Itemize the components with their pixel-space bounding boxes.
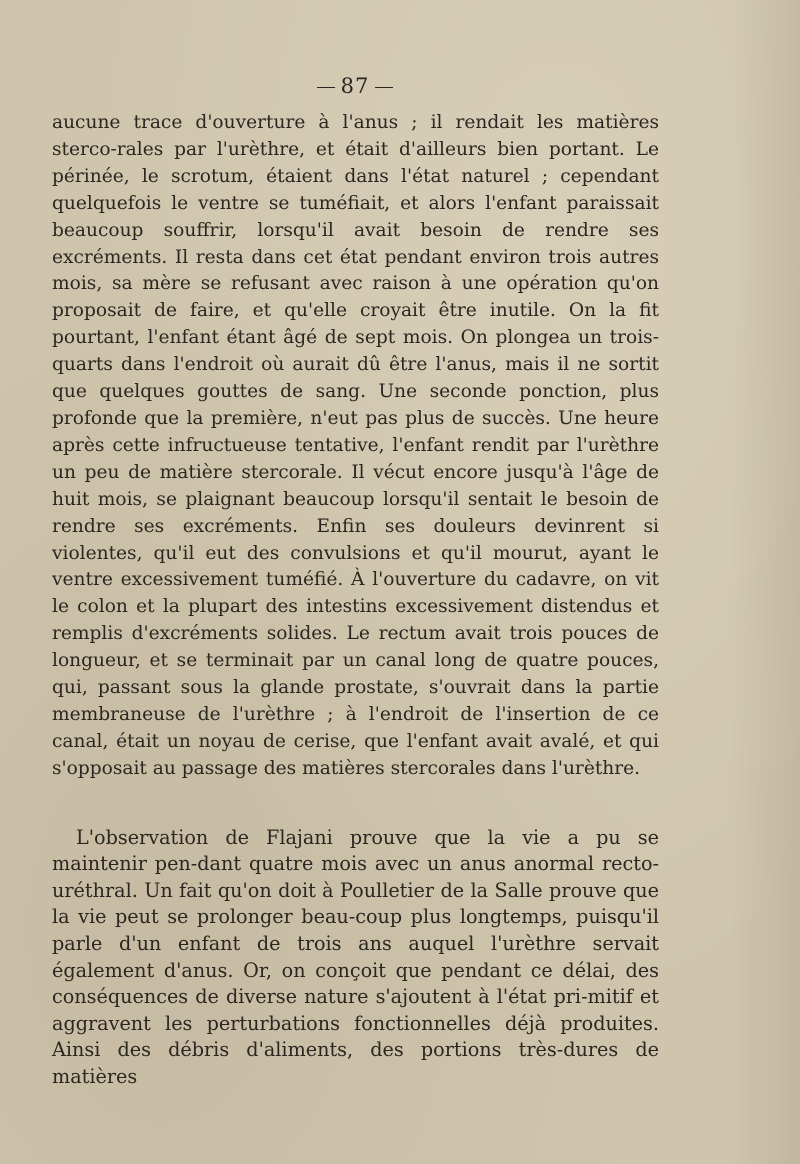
body-text (52, 110, 659, 1091)
page-edge-shadow (730, 0, 800, 1164)
page-number: 87 (340, 74, 370, 98)
page-number-header (0, 74, 710, 98)
left-dash (317, 87, 335, 89)
paragraph: L'observation de Flajani prouve que la vie a pu se maintenir pen-dant quatre mois avec un anus anormal recto-uréthral. Un fait qu'on doit à Poulletier de la Salle prouve que la vie peut se prolonger beau-coup plus longtemps, puisqu'il parle d'un enfant de trois ans auquel l'urèthre servait également d'anus. Or, on conçoit que pendant ce délai, des conséquences de diverse nature s'ajoutent à l'état pri-mitif et aggravent les perturbations fonctionnelles déjà produites. Ainsi des débris d'aliments, des portions très-dures de matières (52, 825, 659, 1088)
paragraph: aucune trace d'ouverture à l'anus ; il rendait les matières sterco-rales par l'urèthre, et était d'ailleurs bien portant. Le périnée, le scrotum, étaient dans l'état naturel ; cependant quelquefois le ventre se tuméfiait, et alors l'enfant paraissait beaucoup souffrir, lorsqu'il avait besoin de rendre ses excréments. Il resta dans cet état pendant environ trois autres mois, sa mère se refusant avec raison à une opération qu'on proposait de faire, et qu'elle croyait être inutile. On la fit pourtant, l'enfant étant âgé de sept mois. On plongea un trois-quarts dans l'endroit où aurait dû être l'anus, mais il ne sortit que quelques gouttes de sang. Une seconde ponction, plus profonde que la première, n'eut pas plus de succès. Une heure après cette infructueuse tentative, l'enfant rendit par l'urèthre un peu de matière stercorale. Il vécut encore jusqu'à l'âge de huit mois, se plaignant beaucoup lorsqu'il sentait le besoin de rendre ses excréments. Enfin ses douleurs devinrent si violentes, qu'il eut des convulsions et qu'il mourut, ayant le ventre excessivement tuméfié. À l'ouverture du cadavre, on vit le colon et la plupart des intestins excessivement distendus et remplis d'excréments solides. Le rectum avait trois pouces de longueur, et se terminait par un canal long de quatre pouces, qui, passant sous la glande prostate, s'ouvrait dans la partie membraneuse de l'urèthre ; à l'endroit de l'insertion de ce canal, était un noyau de cerise, que l'enfant avait avalé, et qui s'opposait au passage des matières stercorales dans l'urèthre. (52, 112, 659, 779)
right-dash (375, 87, 393, 89)
